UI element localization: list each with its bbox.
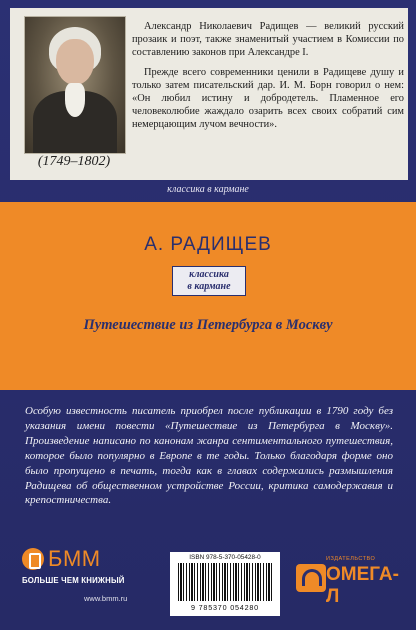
annotation-text: Особую известность писатель приобрел после публикации в 1790 году без указания имени повести «Путешествие из Петербурга в Москву». Произведение написано по канонам жанра сентиментального путешествия, которое было популярно в Европе в те годы. Только благодаря форме оно было пропущено в печать, тогда как в главах содержались размышления Радищева об общественном устройстве России, критика самодержавия и крепостничества. — [25, 405, 393, 507]
omega-icon — [296, 564, 326, 592]
bio-paragraph-1: Александр Николаевич Радищев — великий русский прозаик и поэт, также знаменитый участием в Комиссии по составлению законов при Александре I. — [132, 21, 404, 59]
book-annotation — [25, 404, 393, 508]
isbn-barcode — [170, 552, 280, 616]
series-badge-line-1: классика — [189, 269, 229, 280]
publisher-logo — [296, 556, 402, 610]
book-title: Путешествие из Петербурга в Москву — [83, 317, 333, 333]
series-badge — [172, 266, 246, 296]
author-bio — [132, 20, 404, 138]
bio-paragraph-2: Прежде всего современники ценили в Радищеве душу и только затем писательский дар. И. М. Борн говорил о нем: «Он любил истину и добродетель. Пламенное его человеколюбие жаждало озарить всех своих собратий сим немерцающим лучом вечности». — [132, 66, 404, 131]
portrait-face — [56, 39, 94, 85]
bmm-website: www.bmm.ru — [84, 594, 128, 603]
bmm-slogan: БОЛЬШЕ ЧЕМ КНИЖНЫЙ — [22, 576, 125, 585]
bmm-book-icon — [22, 548, 44, 570]
portrait-jabot — [65, 83, 85, 117]
author-years: (1749–1802) — [37, 154, 111, 169]
author-portrait — [24, 16, 126, 154]
author-name: А. РАДИЩЕВ — [144, 234, 272, 255]
barcode-number: 9 785370 054280 — [191, 603, 259, 612]
publisher-name: ОМЕГА-Л — [326, 564, 399, 607]
publisher-label: ИЗДАТЕЛЬСТВО — [326, 556, 376, 562]
orange-title-block — [0, 202, 416, 390]
barcode-bars — [178, 563, 272, 601]
isbn-text: ISBN 978-5-370-05428-0 — [189, 554, 261, 561]
series-badge-line-2: в кармане — [187, 281, 231, 292]
bmm-logo — [22, 548, 140, 614]
bmm-logo-text: БММ — [48, 546, 101, 571]
author-info-panel — [10, 8, 408, 180]
series-band-label: классика в кармане — [167, 184, 249, 195]
